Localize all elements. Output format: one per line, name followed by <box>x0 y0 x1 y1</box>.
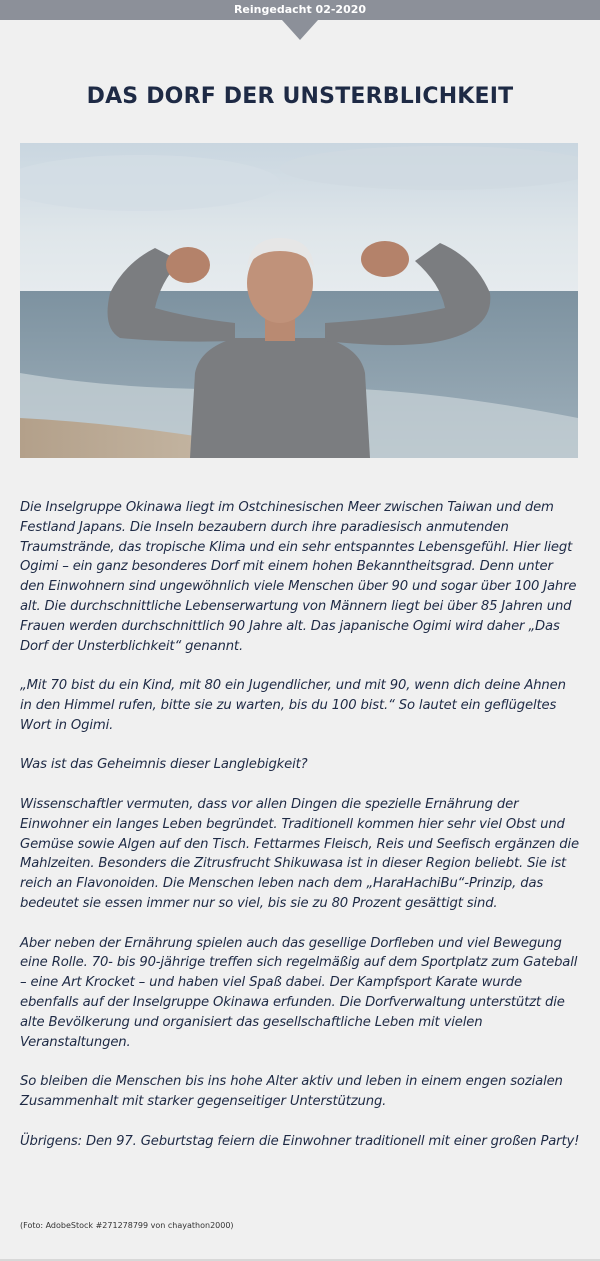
article-body <box>20 498 580 1171</box>
header-arrow <box>282 20 318 40</box>
article-title: DAS DORF DER UNSTERBLICHKEIT <box>86 84 514 109</box>
article-photo <box>20 143 578 458</box>
paragraph-intro: Die Inselgruppe Okinawa liegt im Ostchinesischen Meer zwischen Taiwan und dem Festland Japans. Die Inseln bezaubern durch ihre paradiesisch anmutenden Traumstrände, das tropische Klima und ein sehr entspanntes Lebensgefühl. Hier liegt Ogimi – ein ganz besonderes Dorf mit einem hohen Bekanntheitsgrad. Denn unter den Einwohnern sind ungewöhnlich viele Menschen über 90 und sogar über 100 Jahre alt. Die durchschnittliche Lebenserwartung von Männern liegt bei über 85 Jahren und Frauen werden durchschnittlich 90 Jahre alt. Das japanische Ogimi wird daher „Das Dorf der Unsterblichkeit“ genannt. <box>20 500 577 654</box>
paragraph-active: So bleiben die Menschen bis ins hohe Alter aktiv und leben in einem engen sozialen Zusammenhalt mit starker gegenseitiger Unterstützung. <box>20 1074 563 1109</box>
paragraph-community: Aber neben der Ernährung spielen auch das gesellige Dorfleben und viel Bewegung eine Rolle. 70- bis 90-jährige treffen sich regelmäßig auf dem Sportplatz zum Gateball – eine Art Krocket – und haben viel Spaß dabei. Der Kampfsport Karate wurde ebenfalls auf der Inselgruppe Okinawa erfunden. Die Dorfverwaltung unterstützt die alte Bevölkerung und organisiert das gesellschaftliche Leben mit vielen Veranstaltungen. <box>20 935 578 1050</box>
paragraph-birthday: Übrigens: Den 97. Geburtstag feiern die Einwohner traditionell mit einer großen Party! <box>20 1133 580 1149</box>
issue-label: Reingedacht 02-2020 <box>233 3 367 16</box>
issue-header-bar <box>0 0 600 20</box>
paragraph-nutrition: Wissenschaftler vermuten, dass vor allen Dingen die spezielle Ernährung der Einwohner ein langes Leben begründet. Traditionell kommen hier sehr viel Obst und Gemüse sowie Algen auf den Tisch. Fettarmes Fleisch, Reis und Seefisch ergänzen die Mahlzeiten. Besonders die Zitrusfrucht Shikuwasa ist in dieser Region beliebt. Sie ist reich an Flavonoiden. Die Menschen leben nach dem „HaraHachiBu“-Prinzip, das bedeutet sie essen immer nur so viel, bis sie zu 80 Prozent gesättigt sind. <box>20 796 579 911</box>
paragraph-question: Was ist das Geheimnis dieser Langlebigkeit? <box>20 757 308 773</box>
paragraph-quote: „Mit 70 bist du ein Kind, mit 80 ein Jugendlicher, und mit 90, wenn dich deine Ahnen in den Himmel rufen, bitte sie zu warten, bis du 100 bist.“ So lautet ein geflügeltes Wort in Ogimi. <box>20 678 566 733</box>
photo-credit: (Foto: AdobeStock #271278799 von chayathon2000) <box>20 1221 234 1230</box>
